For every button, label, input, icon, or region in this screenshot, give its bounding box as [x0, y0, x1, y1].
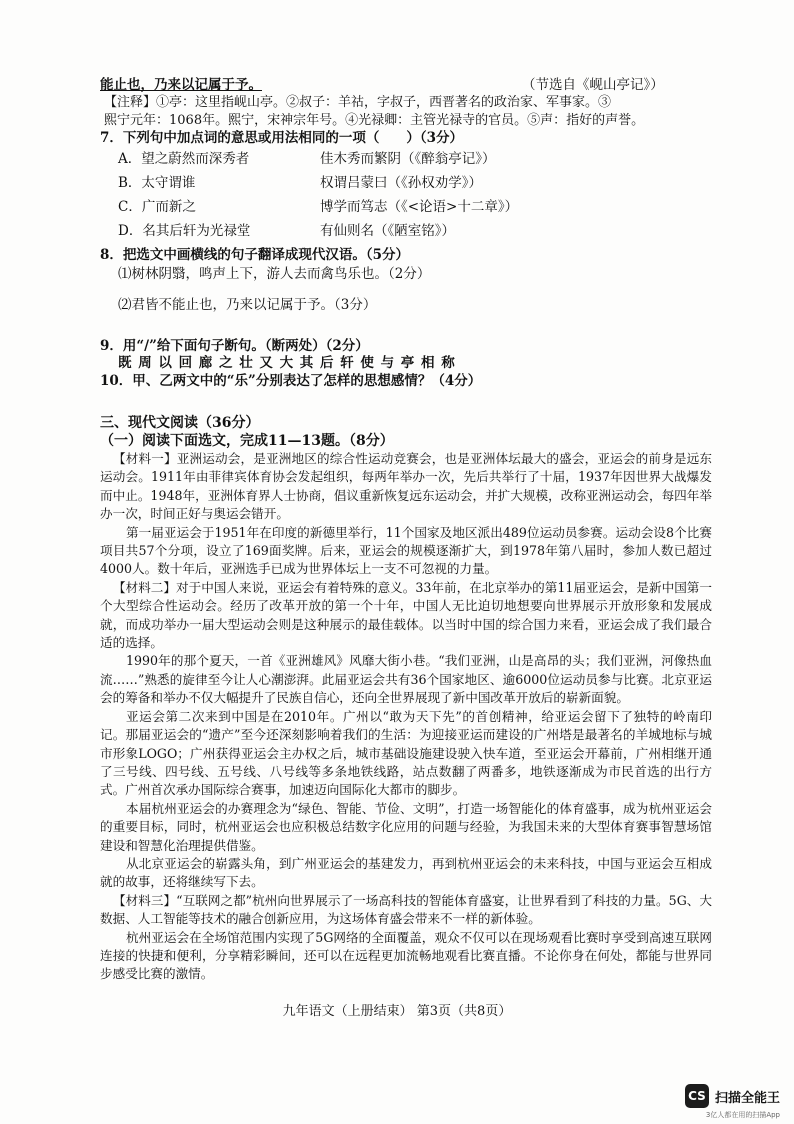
q7-option-a-left: A．望之蔚然而深秀者: [118, 151, 250, 167]
material-1-paragraph-2: 第一届亚运会于1951年在印度的新德里举行，11个国家及地区派出489位运动员参赛。运动会设8个比赛项目共57个分项，设立了169面奖牌。后来，亚运会的规模逐渐扩大，到1978年第八届时，参加人数已超过4000人。数十年后，亚洲选手已成为世界体坛上一支不可忽视的力量。: [100, 524, 712, 577]
q8-sentence-2: ⑵君皆不能止也，乃来以记属于予。（3分）: [118, 297, 377, 313]
annotation-line-1: 【注释】①亭：这里指岘山亭。②叔子：羊祜，字叔子，西晋著名的政治家、军事家。③: [104, 95, 612, 110]
question-8-stem: 8．把选文中画横线的句子翻译成现代汉语。（5分）: [100, 247, 410, 263]
question-10-stem: 10．甲、乙两文中的“乐”分别表达了怎样的思想感情？（4分）: [100, 373, 482, 389]
reading-passage: [100, 450, 712, 984]
q7-option-a-right: 佳木秀而繁阴（《醉翁亭记》）: [320, 151, 496, 167]
excerpt-source: （节选自《岘山亭记》）: [522, 77, 664, 93]
scanner-watermark: [685, 1084, 780, 1108]
q7-option-c-left: C．广而新之: [118, 199, 196, 215]
q7-option-b-right: 权谓吕蒙曰（《孙权劝学》）: [320, 175, 482, 191]
scanner-brand-name: 扫描全能王: [714, 1090, 780, 1106]
material-3-paragraph-2: 杭州亚运会在全场馆范围内实现了5G网络的全面覆盖，观众不仅可以在现场观看比赛时享受到高速互联网连接的快捷和便利，分享精彩瞬间，还可以在远程更加流畅地观看比赛直播。不论你身在何处，都能与世界同步感受比赛的激情。: [100, 929, 712, 982]
page-footer: 九年语文（上册结束） 第3页（共8页）: [282, 1004, 512, 1019]
material-2-paragraph-2: 1990年的那个夏天，一首《亚洲雄风》风靡大街小巷。“我们亚洲，山是高昂的头；我们亚洲，河像热血流……”熟悉的旋律至今让人心潮澎湃。此届亚运会共有36个国家地区、逾6000位运动员参与比赛。北京亚运会的筹备和举办不仅大幅提升了民族自信心，还向全世界展现了新中国改革开放后的崭新面貌。: [100, 653, 712, 706]
q9-sentence: 既 周 以 回 廊 之 壮 又 大 其 后 轩 使 与 亭 相 称: [118, 355, 456, 371]
material-2-paragraph-4: 本届杭州亚运会的办赛理念为“绿色、智能、节俭、文明”，打造一场智能化的体育盛事，成为杭州亚运会的重要目标，同时，杭州亚运会也应积极总结数字化应用的问题与经验，为我国未来的大型体育赛事智慧场馆建设和智慧化治理提供借鉴。: [100, 800, 712, 853]
scanner-tagline: 3亿人都在用的扫描App: [705, 1111, 780, 1119]
material-1-paragraph: 【材料一】亚洲运动会，是亚洲地区的综合性运动竞赛会，也是亚洲体坛最大的盛会，亚运会的前身是远东运动会。1911年由菲律宾体育协会发起组织，每两年举办一次，先后共举行了十届，1937年因世界大战爆发而中止。1948年，亚洲体育界人士协商，倡议重新恢复远东运动会，并扩大规模，改称亚洲运动会，每四年举办一次，时间正好与奥运会错开。: [100, 451, 712, 522]
material-2-paragraph-5: 从北京亚运会的崭露头角，到广州亚运会的基建发力，再到杭州亚运会的未来科技，中国与亚运会互相成就的故事，还将继续写下去。: [100, 855, 712, 890]
q7-option-b-left: B．太守谓谁: [118, 175, 196, 191]
section-3-subtitle: （一）阅读下面选文，完成11—13题。（8分）: [100, 433, 394, 449]
q7-option-c-right: 博学而笃志（《<论语>十二章》）: [320, 199, 519, 215]
q8-sentence-1: ⑴树林阴翳，鸣声上下，游人去而禽鸟乐也。（2分）: [118, 266, 431, 282]
material-2-paragraph: 【材料二】对于中国人来说，亚运会有着特殊的意义。33年前，在北京举办的第11届亚运会，是新中国第一个大型综合性运动会。经历了改革开放的第一个十年，中国人无比迫切地想要向世界展示开放形象和发展成就，而成功举办一届大型运动会则是这种展示的最佳载体。以当时中国的综合国力来看，亚运会成了我们最合适的选择。: [100, 579, 712, 651]
material-3-paragraph: 【材料三】“互联网之都”杭州向世界展示了一场高科技的智能体育盛宴，让世界看到了科技的力量。5G、大数据、人工智能等技术的融合创新应用，为这场体育盛会带来不一样的新体验。: [100, 892, 712, 927]
section-3-title: 三、现代文阅读（36分）: [100, 415, 260, 431]
q7-option-d-left: D．名其后轩为光禄堂: [118, 223, 251, 239]
excerpt-ending-line: 能止也，乃来以记属于予。: [100, 77, 262, 93]
q7-option-d-right: 有仙则名（《陋室铭》）: [320, 223, 455, 239]
annotation-line-2: 熙宁元年：1068年。熙宁，宋神宗年号。④光禄卿：主管光禄寺的官员。⑤声：指好的声誉。: [104, 113, 645, 128]
material-2-paragraph-3: 亚运会第二次来到中国是在2010年。广州以“敢为天下先”的首创精神，给亚运会留下了独特的岭南印记。那届亚运会的“遗产”至今还深刻影响着我们的生活：为迎接亚运而建设的广州塔是最著名的羊城地标与城市形象LOGO；广州获得亚运会主办权之后，城市基础设施建设驶入快车道，至亚运会开幕前，广州相继开通了三号线、四号线、五号线、八号线等多条地铁线路，站点数翻了两番多，地铁逐渐成为市民首选的出行方式。广州首次承办国际综合赛事，加速迈向国际化大都市的脚步。: [100, 708, 712, 798]
question-7-stem: 7．下列句中加点词的意思或用法相同的一项（ ）（3分）: [100, 130, 464, 146]
question-9-stem: 9．用“/”给下面句子断句。（断两处）（2分）: [100, 338, 369, 354]
camscanner-logo-icon: CS: [685, 1084, 709, 1108]
